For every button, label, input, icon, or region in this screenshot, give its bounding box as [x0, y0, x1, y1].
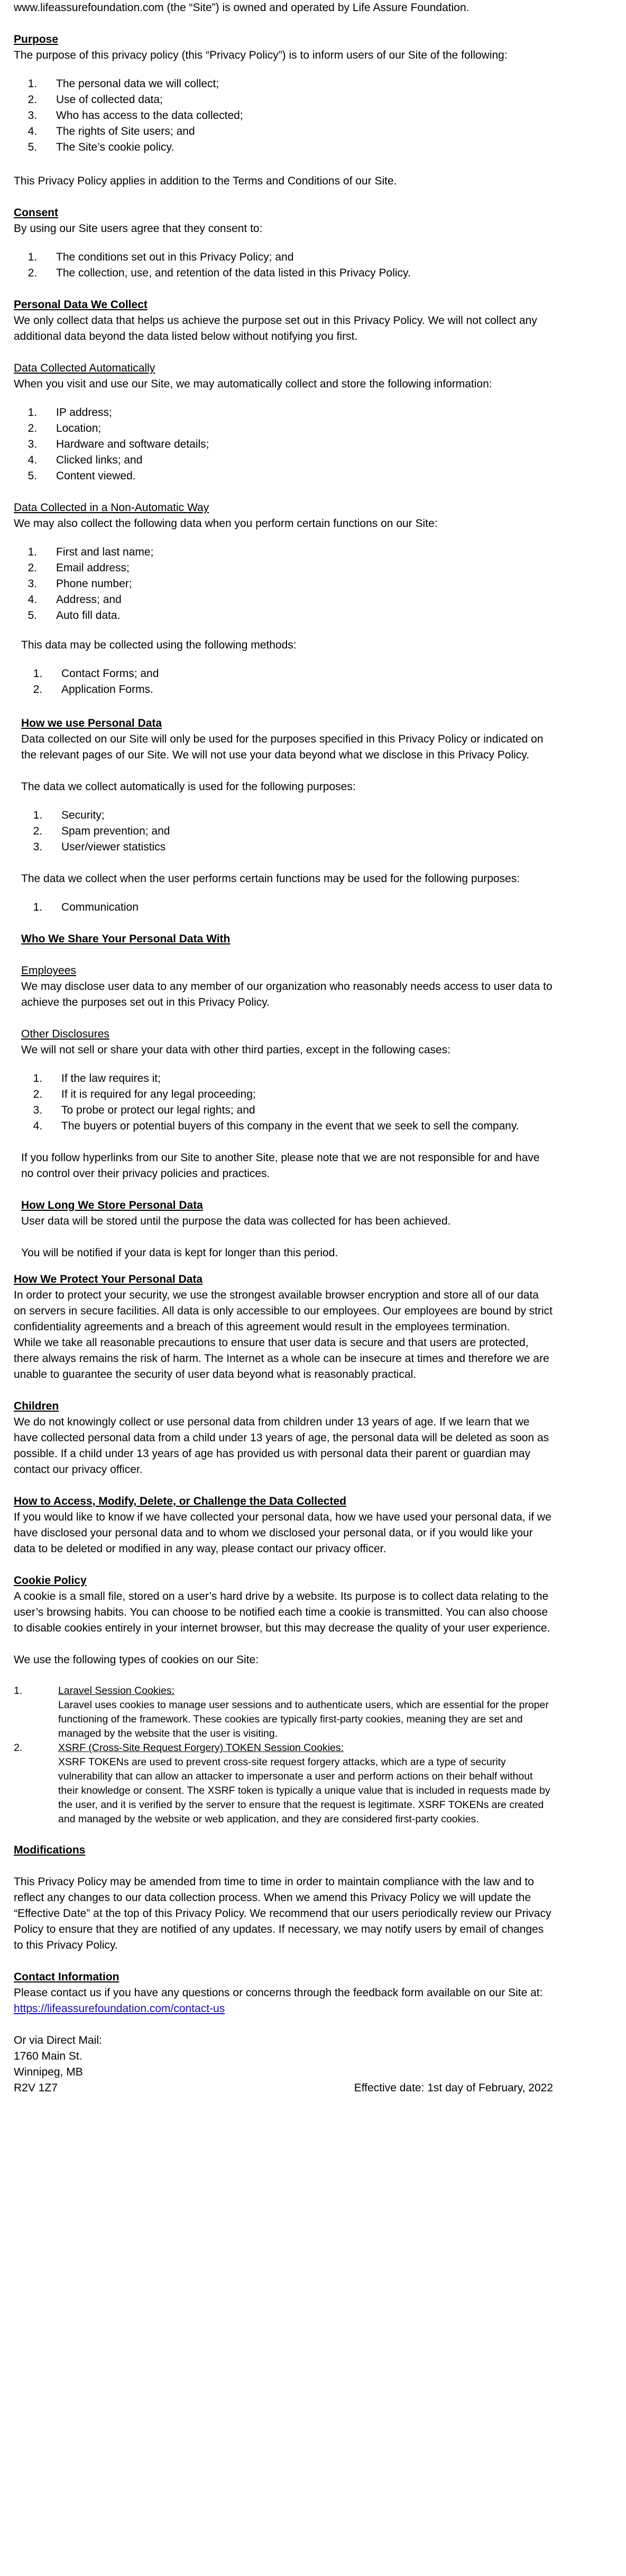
list-item: 2. Use of collected data; [40, 92, 553, 108]
contact-text: Please contact us if you have any questions or concerns through the feedback form available on our Site at: [14, 1987, 543, 1999]
protect-text-2: While we take all reasonable precautions to ensure that user data is secure and that users are protected, there always remains the risk of harm. The Internet as a whole can be insecure at times and therefore we are unable to guarantee the security of user data beyond what is reasonably practical. [14, 1337, 549, 1380]
list-item: 1. If the law requires it; [45, 1071, 553, 1087]
use-auto-text: The data we collect automatically is used for the following purposes: [21, 781, 356, 793]
store-notify-text: You will be notified if your data is kept for longer than this period. [21, 1247, 338, 1259]
list-item: 1. IP address; [40, 405, 553, 421]
list-item: 2. If it is required for any legal proceeding; [45, 1087, 553, 1102]
auto-data-heading: Data Collected Automatically [14, 362, 155, 374]
access-text: If you would like to know if we have collected your personal data, how we have used your personal data, if we have disclosed your personal data and to whom we disclosed your personal data, or if you would like your data to be deleted or modified in any way, please contact our privacy officer. [14, 1511, 551, 1555]
list-item: 4. The buyers or potential buyers of this company in the event that we seek to sell the company. [45, 1118, 553, 1134]
cookie-text: A cookie is a small file, stored on a user’s hard drive by a website. Its purpose is to collect data relating to the user’s browsing habits. You can choose to be notified each time a cookie is transmitted. You can also choose to disable cookies entirely in your internet browser, but this may decrease the quality of your user experience. [14, 1590, 550, 1634]
other-disclosures-text: We will not sell or share your data with other third parties, except in the following cases: [21, 1044, 451, 1056]
nonauto-data-list [14, 544, 553, 624]
address-line-2: Winnipeg, MB [14, 2066, 83, 2078]
list-item: 3. Phone number; [40, 576, 553, 592]
list-item: 3. To probe or protect our legal rights; and [45, 1102, 553, 1118]
personal-data-text: We only collect data that helps us achieve the purpose set out in this Privacy Policy. We will not collect any additional data beyond the data listed below without notifying you first. [14, 314, 537, 342]
protect-heading: How We Protect Your Personal Data [14, 1273, 203, 1285]
list-item: 1. The personal data we will collect; [40, 76, 553, 92]
list-item: 5. Content viewed. [40, 468, 553, 484]
purpose-footer: This Privacy Policy applies in addition to the Terms and Conditions of our Site. [14, 175, 397, 187]
contact-link[interactable]: https://lifeassurefoundation.com/contact-us [14, 2003, 225, 2015]
effective-date: Effective date: 1st day of February, 2022 [354, 2082, 553, 2094]
cookie-item [14, 1741, 553, 1827]
list-item: 4. The rights of Site users; and [40, 124, 553, 140]
modifications-heading: Modifications [14, 1844, 86, 1856]
other-disclosures-heading: Other Disclosures [21, 1028, 109, 1040]
list-item: 2. Email address; [40, 560, 553, 576]
cookie-heading: Cookie Policy [14, 1574, 87, 1587]
contact-heading: Contact Information [14, 1971, 119, 1983]
use-text: Data collected on our Site will only be used for the purposes specified in this Privacy Policy or indicated on the relevant pages of our Site. We will not use your data beyond what we disclose in this Privacy Policy. [21, 733, 544, 761]
cookie-types-text: We use the following types of cookies on our Site: [14, 1654, 259, 1666]
employees-text: We may disclose user data to any member of our organization who reasonably needs access to user data to achieve the purposes set out in this Privacy Policy. [21, 980, 553, 1008]
consent-heading: Consent [14, 207, 58, 219]
employees-heading: Employees [21, 965, 76, 977]
methods-list [14, 666, 553, 698]
cookie-item-text: Laravel uses cookies to manage user sessions and to authenticate users, which are essential for the proper functioning of the framework. These cookies are typically first-party cookies, meaning they are set and managed by the website that the user is visiting. [58, 1699, 549, 1739]
children-heading: Children [14, 1400, 59, 1412]
cookie-types-list [14, 1684, 553, 1827]
children-text: We do not knowingly collect or use personal data from children under 13 years of age. If we learn that we have collected personal data from a child under 13 years of age, the personal data will be deleted as soon as possible. If a child under 13 years of age has provided us with personal data their parent or guardian may contact our privacy officer. [14, 1416, 549, 1476]
store-text: User data will be stored until the purpose the data was collected for has been achieved. [21, 1215, 451, 1227]
other-disclosures-list [21, 1071, 553, 1134]
protect-text-1: In order to protect your security, we use the strongest available browser encryption and store all of our data on servers in secure facilities. All data is only accessible to our employees. Our employees are bound by strict confidentiality agreements and a breach of this agreement would result in the employees termination. [14, 1289, 553, 1333]
hyperlinks-text: If you follow hyperlinks from our Site to another Site, please note that we are not responsible for and have no control over their privacy policies and practices. [21, 1152, 540, 1180]
nonauto-data-heading: Data Collected in a Non-Automatic Way [14, 502, 209, 514]
purpose-text: The purpose of this privacy policy (this “Privacy Policy”) is to inform users of our Site of the following: [14, 49, 508, 61]
cookie-item-text: XSRF TOKENs are used to prevent cross-site request forgery attacks, which are a type of security vulnerability that can allow an attacker to impersonate a user and perform actions on their behalf without their knowledge or consent. The XSRF token is typically a unique value that is included in requests made by the user, and it is verified by the server to ensure that the request is legitimate. XSRF TOKENs are created and managed by the website or web application, and they are considered first-party cookies. [58, 1756, 550, 1825]
address-line-1: 1760 Main St. [14, 2050, 82, 2062]
list-item: 4. Clicked links; and [40, 452, 553, 468]
purpose-heading: Purpose [14, 33, 59, 45]
use-functions-text: The data we collect when the user performs certain functions may be used for the following purposes: [21, 873, 520, 885]
list-item: 2. Spam prevention; and [45, 823, 553, 839]
use-auto-list [21, 808, 553, 855]
methods-text: This data may be collected using the following methods: [21, 639, 297, 651]
cookie-item-number: 1. [14, 1685, 23, 1697]
list-item: 3. Hardware and software details; [40, 437, 553, 452]
list-item: 5. Auto fill data. [40, 608, 553, 624]
list-item: 4. Address; and [40, 592, 553, 608]
list-item: 5. The Site’s cookie policy. [40, 140, 553, 155]
cookie-item-title: Laravel Session Cookies: [58, 1685, 175, 1697]
cookie-item [14, 1684, 553, 1741]
share-heading: Who We Share Your Personal Data With [21, 933, 231, 945]
list-item: 3. User/viewer statistics [45, 839, 553, 855]
privacy-policy-document [14, 0, 553, 2096]
address-line-3: R2V 1Z7 [14, 2082, 58, 2094]
auto-data-text: When you visit and use our Site, we may automatically collect and store the following information: [14, 378, 492, 390]
cookie-item-number: 2. [14, 1742, 23, 1754]
list-item: 2. Location; [40, 421, 553, 437]
consent-text: By using our Site users agree that they consent to: [14, 223, 263, 235]
list-item: 1. Contact Forms; and [45, 666, 553, 682]
purpose-list [14, 76, 553, 155]
access-heading: How to Access, Modify, Delete, or Challenge the Data Collected [14, 1495, 346, 1507]
list-item: 1. The conditions set out in this Privacy Policy; and [40, 249, 553, 265]
use-functions-list [21, 900, 553, 915]
cookie-item-title: XSRF (Cross-Site Request Forgery) TOKEN Session Cookies: [58, 1742, 344, 1754]
consent-list [14, 249, 553, 281]
list-item: 2. Application Forms. [45, 682, 553, 698]
personal-data-heading: Personal Data We Collect [14, 299, 148, 311]
list-item: 1. Communication [45, 900, 553, 915]
store-heading: How Long We Store Personal Data [21, 1199, 203, 1211]
intro-text: www.lifeassurefoundation.com (the “Site”) is owned and operated by Life Assure Foundation. [14, 2, 470, 14]
list-item: 1. Security; [45, 808, 553, 823]
mail-label: Or via Direct Mail: [14, 2034, 102, 2046]
list-item: 1. First and last name; [40, 544, 553, 560]
list-item: 3. Who has access to the data collected; [40, 108, 553, 124]
list-item: 2. The collection, use, and retention of the data listed in this Privacy Policy. [40, 265, 553, 281]
auto-data-list [14, 405, 553, 484]
modifications-text: This Privacy Policy may be amended from time to time in order to maintain compliance with the law and to reflect any changes to our data collection process. When we amend this Privacy Policy we will update the “Effective Date” at the top of this Privacy Policy. We recommend that our users periodically review our Privacy Policy to ensure that they are notified of any updates. If necessary, we may notify users by email of changes to this Privacy Policy. [14, 1876, 551, 1951]
nonauto-data-text: We may also collect the following data when you perform certain functions on our Site: [14, 517, 438, 530]
use-heading: How we use Personal Data [21, 717, 162, 729]
